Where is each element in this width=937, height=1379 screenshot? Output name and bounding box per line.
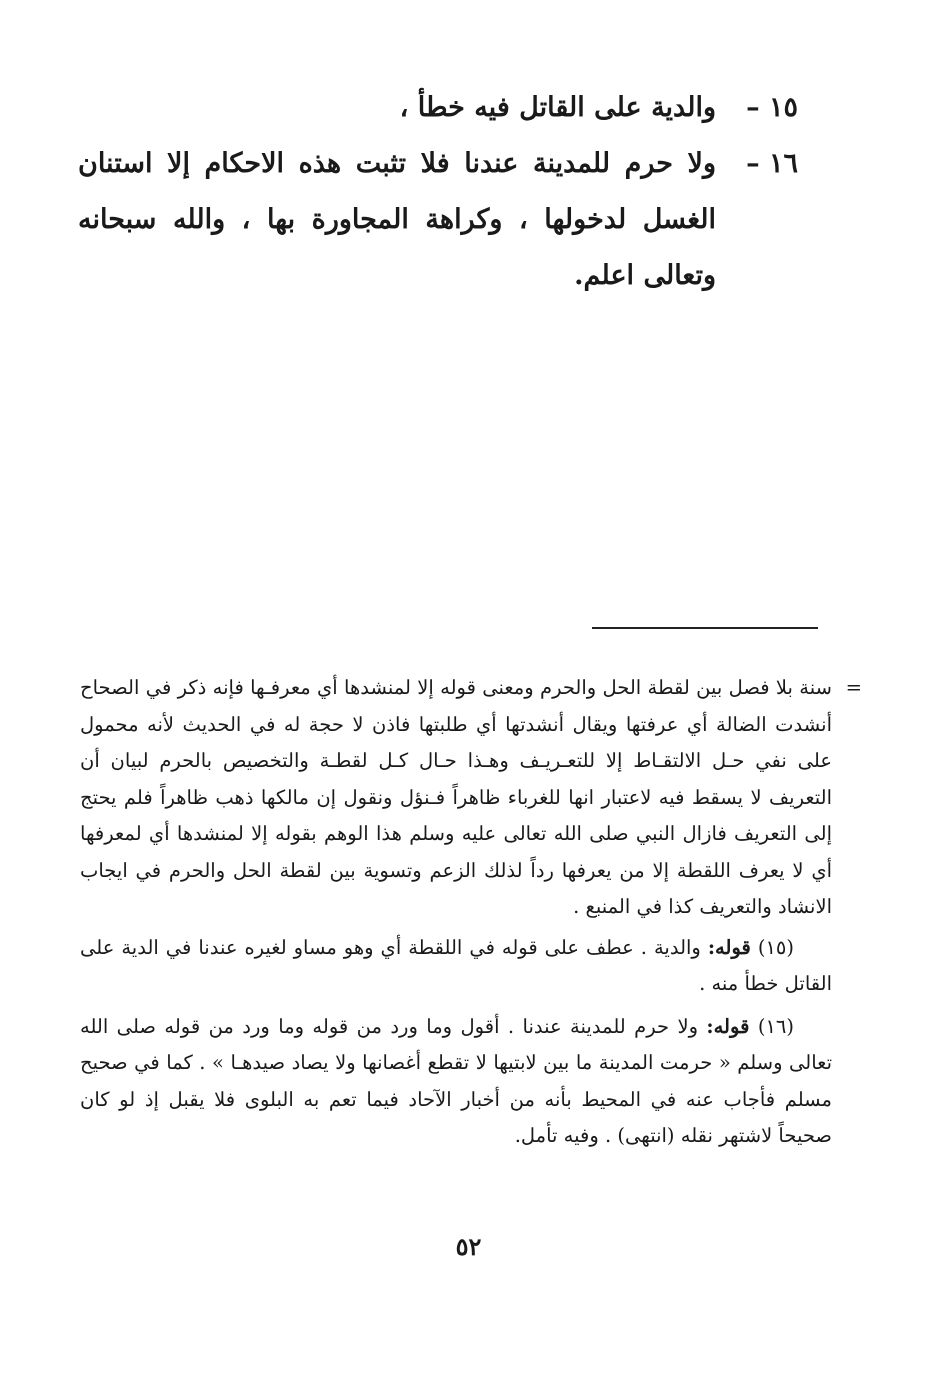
main-item-number: ١٥ – bbox=[746, 92, 798, 123]
footnote-ref: (١٥) bbox=[757, 935, 794, 959]
footnote-ref: (١٦) bbox=[757, 1014, 794, 1038]
footnote-15 bbox=[80, 930, 832, 1003]
main-item-15 bbox=[78, 80, 798, 136]
footnote-continuation bbox=[80, 670, 862, 926]
main-item-16 bbox=[78, 136, 798, 304]
footnote-label: قوله: bbox=[707, 935, 751, 959]
footnote-separator bbox=[592, 627, 818, 629]
footnote-text: والدية . عطف على قوله في اللقطة أي وهو مساو لغيره عندنا في الدية على القاتل خطأ منه . bbox=[80, 935, 832, 995]
continuation-mark: = bbox=[845, 676, 862, 699]
main-text bbox=[78, 80, 798, 304]
footnote-16 bbox=[80, 1009, 832, 1155]
page-number: ٥٢ bbox=[455, 1232, 482, 1261]
main-item-text: ولا حرم للمدينة عندنا فلا تثبت هذه الاحكام إلا استنان الغسل لدخولها ، وكراهة المجاورة بها ، والله سبحانه وتعالى اعلم. bbox=[78, 148, 716, 291]
footnote-continuation-text: سنة بلا فصل بين لقطة الحل والحرم ومعنى قوله إلا لمنشدها أي معرفـها فإنه ذكر في الصحاح أنشدت الضالة أي عرفتها ويقال أنشدتها أي طلبتها فاذن لا حجة له في الحديث لأنه محمول على نفي حـل الالتقـاط إلا للتعـريـف وهـذا حـال كـل لقطـة والتخصيص بالحرم لبيان أن التعريف لا يسقط فيه لاعتبار انها للغرباء ظاهراً فـنؤل ونقول إن مالكها ذهب ظاهراً فلم يحتج إلى التعريف فازال النبي صلى الله تعالى عليه وسلم هذا الوهم بقوله إلا لمنشدها أي لمعرفها أي لا يعرف اللقطة إلا من يعرفها رداً لذلك الزعم وتسوية بين لقطة الحل والحرم في ايجاب الانشاد والتعريف كذا في المنبع . bbox=[80, 676, 832, 918]
footnotes bbox=[80, 670, 862, 1155]
footnote-label: قوله: bbox=[706, 1014, 750, 1038]
main-item-text: والدية على القاتل فيه خطأ ، bbox=[399, 92, 716, 123]
main-item-number: ١٦ – bbox=[746, 148, 798, 179]
footnote-text: ولا حرم للمدينة عندنا . أقول وما ورد من قوله وما ورد من قوله صلى الله تعالى وسلم « حرمت المدينة ما بين لابتيها لا تقطع أغصانها ولا يصاد صيدهـا » . كما في صحيح مسلم فأجاب عنه في المحيط بأنه من أخبار الآحاد فيما تعم به البلوى فلا يقبل إذ لو كان صحيحاً لاشتهر نقله (انتهى) . وفيه تأمل. bbox=[80, 1014, 832, 1147]
